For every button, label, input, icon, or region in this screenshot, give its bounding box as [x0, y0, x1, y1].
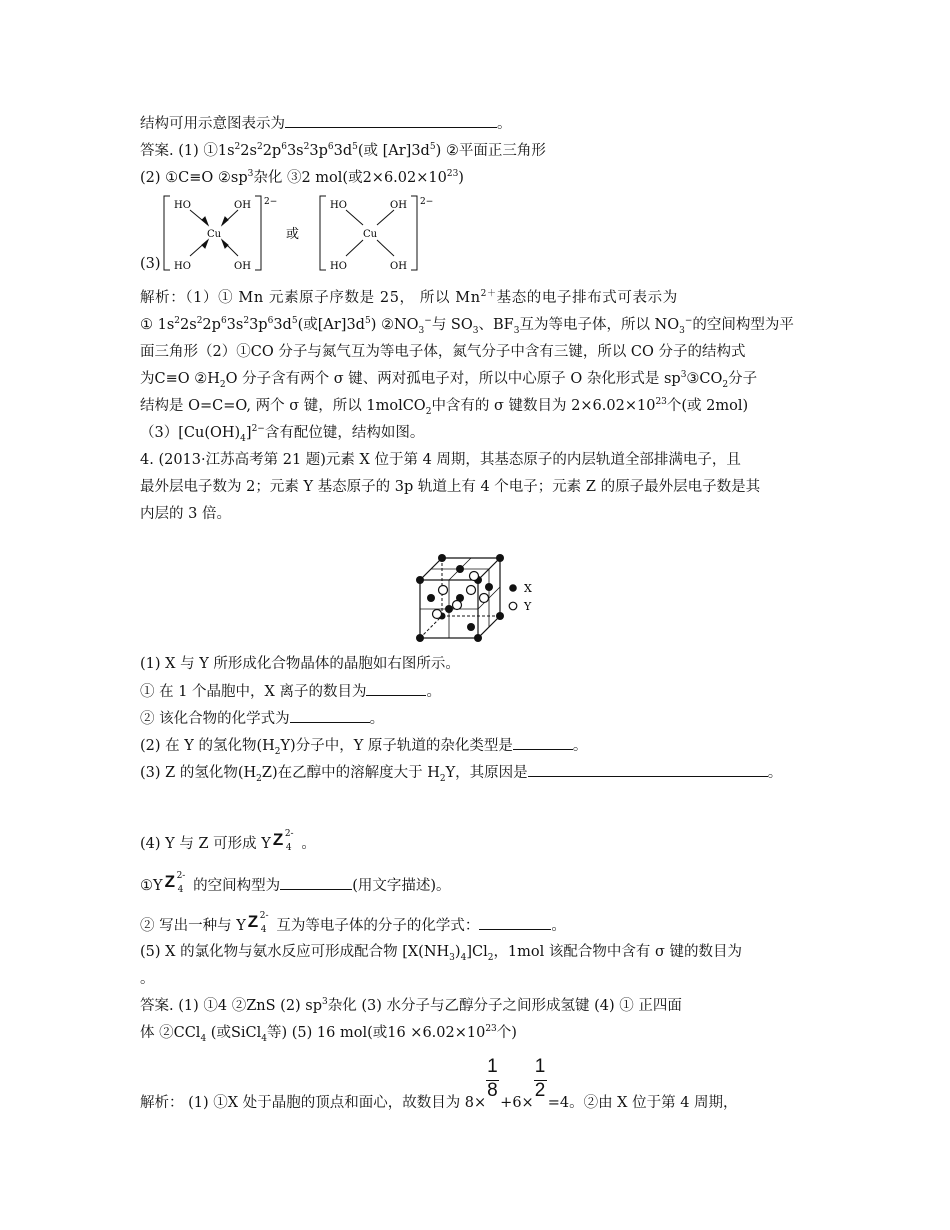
explanation-line: 面三角形（2）①CO 分子与氮气互为等电子体，氮气分子中含有三键，所以 CO 分子的结构式: [140, 344, 746, 360]
ho-label: HO: [174, 200, 191, 211]
ho-label: HO: [330, 200, 347, 211]
question-line: 内层的 3 倍。: [140, 506, 231, 522]
answer-line-2: (2) ①C≡O $②sp^3$杂化 ③2 mol(或$2\times 6.02\times 10^{23}$): [140, 169, 464, 186]
charge-label: 2−: [264, 197, 278, 207]
answer-line: 答案. (1) ①4 ②ZnS (2) $sp^3$杂化 (3) 水分子与乙醇分子之间形成氢键 (4) ① 正四面: [140, 997, 682, 1014]
explanation-line: ① $1s^22s^22p^63s^23p^63d^5$(或$[Ar]3d^5$) $②NO_3^-$与 $SO_3$、$BF_3$互为等电子体，所以 $NO_3^-$的空间构型为平: [140, 316, 794, 336]
cu-label: Cu: [207, 229, 222, 240]
question-line: (2) 在 Y 的氢化物$(H_2Y)$分子中，Y 原子轨道的杂化类型是 。: [140, 735, 587, 756]
question-line: ② 该化合物的化学式为 。: [140, 708, 384, 729]
question-line: (3) Z 的氢化物$(H_2Z)$在乙醇中的溶解度大于 $H_2Y$，其原因是 。: [140, 762, 782, 783]
answer-line-1: 答案. (1) $①1s^22s^22p^63s^23p^63d^5$(或 $[Ar]3d^5$) ②平面正三角形: [140, 142, 546, 159]
fraction-1-8: $\frac{1}{8}$: [487, 1056, 498, 1101]
ho-label: HO: [330, 261, 347, 272]
oh-label: OH: [234, 200, 251, 211]
legend-y-marker: [509, 602, 517, 610]
question-line: ①Y Z 2- 4 的空间构型为 (用文字描述)。: [140, 871, 451, 895]
explanation-line: 为C≡O $②H_2O$ 分子含有两个 σ 键、两对孤电子对，所以中心原子 O 杂化形式是 $sp^3③CO_2$分子: [140, 370, 758, 390]
legend-x-marker: [509, 584, 517, 592]
question-line: 。: [140, 971, 155, 987]
cu-oh4-structures: [160, 192, 480, 274]
fraction-1-2: $\frac{1}{2}$: [534, 1056, 546, 1101]
question-line: ② 写出一种与 Y Z 2- 4 互为等电子体的分子的化学式： 。: [140, 911, 566, 935]
question-line: (5) X 的氯化物与氨水反应可形成配合物 $[X(NH_3)_4]Cl_2$，1mol 该配合物中含有 σ 键的数目为: [140, 944, 743, 963]
explanation-line: 解析： (1) ①X 处于晶胞的顶点和面心，故数目为 8× $\frac{1}{8}$ +6× $\frac{1}{2}$ =4。②由 X 位于第 4 周期，: [140, 1056, 738, 1111]
explanation-line: $(3)[Cu(OH)_4]^{2-}$含有配位键，结构如图。: [140, 424, 425, 444]
text-line: 结构可用示意图表示为 。: [140, 113, 512, 134]
question-line: ① 在 1 个晶胞中，X 离子的数目为 。: [140, 681, 441, 702]
question-line: (1) X 与 Y 所形成化合物晶体的晶胞如右图所示。: [140, 656, 460, 672]
cu-label: Cu: [363, 229, 378, 240]
oh-label: OH: [390, 261, 407, 272]
oh-label: OH: [390, 200, 407, 211]
question-line: (4) Y 与 Z 可形成 Y Z 2- 4 。: [140, 829, 316, 853]
ho-label: HO: [174, 261, 191, 272]
explanation-line: 结构是 O=C=O, 两个 σ 键，所以 1molCO$_2$中含有的 σ 键数目为 $2\times 6.02\times 10^{23}$个(或 2mol): [140, 397, 749, 417]
explanation-line: 解析：（1）① Mn 元素原子序数是 25， 所以 $Mn^{2+}$基态的电子排布式可表示为: [140, 289, 678, 306]
charge-label: 2−: [420, 197, 434, 207]
ion-z4: Z 2- 4: [247, 911, 269, 935]
question-line: 最外层电子数为 2；元素 Y 基态原子的 3p 轨道上有 4 个电子；元素 Z 的原子最外层电子数是其: [140, 479, 761, 495]
answer-line: 体 ②CCl$_4$ (或SiCl$_4$等) (5) 16 mol(或$16 \times 6.02\times 10^{23}$个): [140, 1024, 517, 1044]
ion-z4: Z 2- 4: [164, 871, 186, 895]
legend-y-label: Y: [524, 600, 532, 613]
crystal-unit-cell: [412, 552, 562, 644]
oh-label: OH: [234, 261, 251, 272]
ion-z4: Z 2- 4: [272, 829, 294, 853]
or-label: 或: [286, 227, 300, 242]
answer-3-label: (3): [140, 256, 161, 272]
question-line: 4. (2013·江苏高考第 21 题)元素 X 位于第 4 周期，其基态原子的内层轨道全部排满电子，且: [140, 452, 741, 468]
legend-x-label: X: [524, 582, 532, 595]
